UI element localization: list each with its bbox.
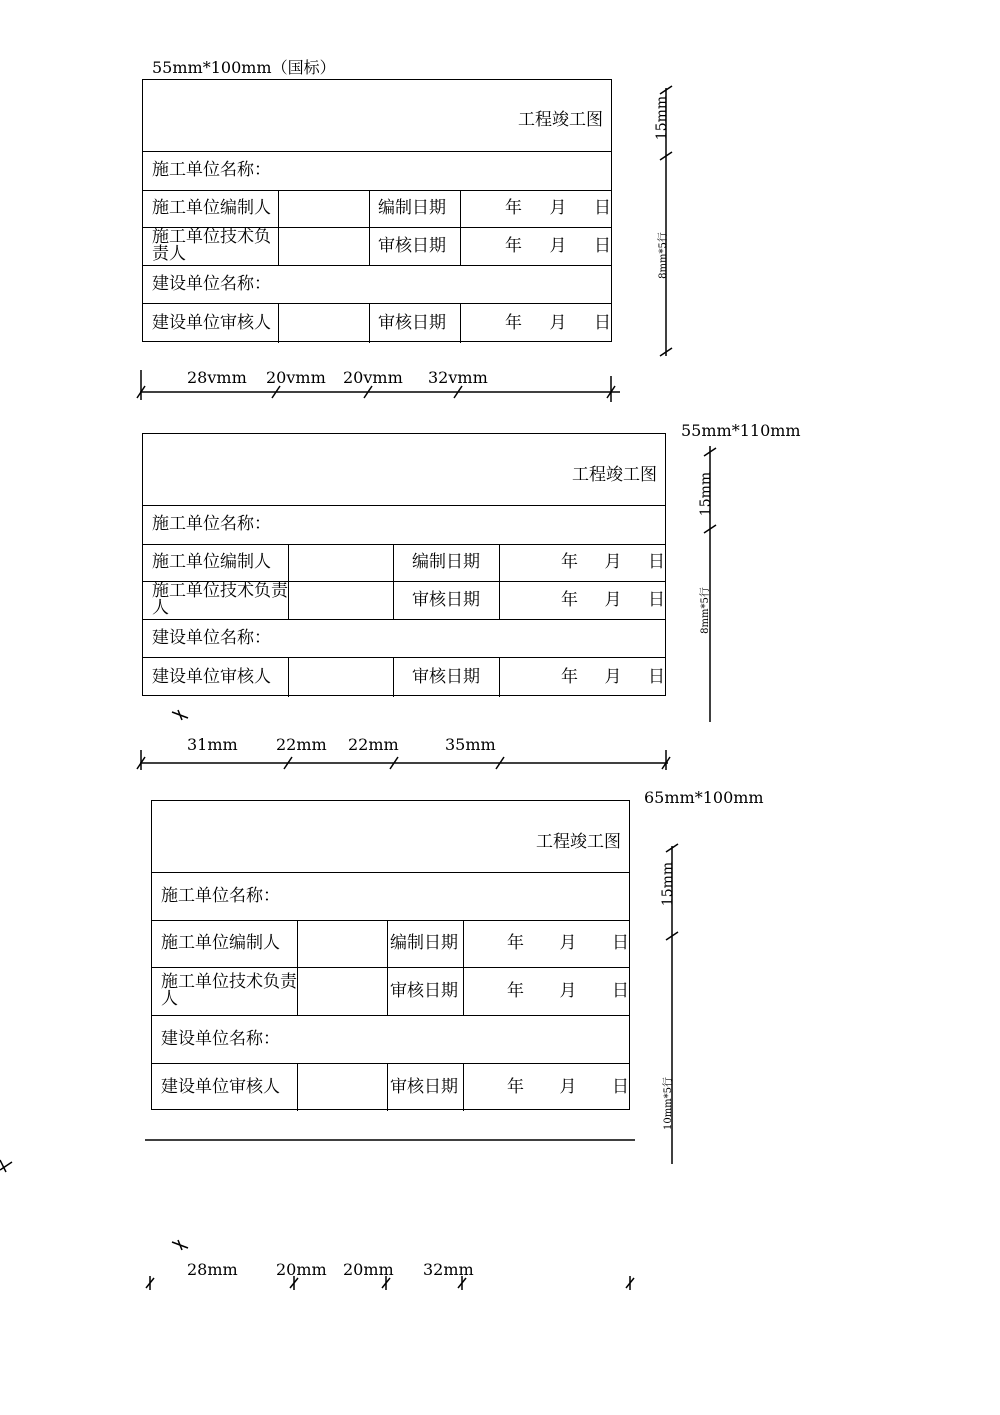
stamp-2-dim-header-height: 15mm	[698, 471, 715, 517]
stamp-1-compile-date-value: 年 月 日	[505, 198, 611, 218]
stamp-1-dim-col-1: 28vmm	[187, 368, 247, 387]
stamp-2-review-date-label: 审核日期	[412, 589, 480, 610]
stamp-3-dim-col-2: 20mm	[276, 1260, 327, 1279]
stamp-2-compile-date-value: 年 月 日	[561, 552, 665, 572]
stamp-3-tech-lead-label: 施工单位技术负责人	[161, 972, 297, 1009]
stamp-3-review-date-value: 年 月 日	[507, 980, 629, 1001]
stamp-1-title: 工程竣工图	[518, 110, 603, 130]
stamp-1-compile-date-label: 编制日期	[378, 198, 446, 218]
stamp-2-owner-reviewer-label: 建设单位审核人	[152, 666, 271, 687]
stamp-3-size-label: 65mm*100mm	[644, 788, 764, 807]
stamp-1-size-label: 55mm*100mm（国标）	[152, 58, 336, 77]
stamp-2-dim-col-2: 22mm	[276, 735, 327, 754]
stamp-2-owner-review-date-label: 审核日期	[412, 666, 480, 687]
stamp-2-title: 工程竣工图	[572, 465, 657, 485]
stamp-2-compile-date-label: 编制日期	[412, 552, 480, 572]
stamp-3-dim-header-height: 15mm	[660, 861, 677, 907]
stamp-1-dim-col-2: 20vmm	[266, 368, 326, 387]
stamp-1-owner-reviewer-label: 建设单位审核人	[152, 312, 271, 333]
stamp-1-review-date-value: 年 月 日	[505, 235, 611, 256]
stamp-3-dim-rows: 10mm*5行	[663, 1076, 675, 1131]
stamp-2-owner-name-label: 建设单位名称：	[152, 627, 271, 648]
stamp-2-size-label: 55mm*110mm	[681, 421, 801, 440]
stamp-2-dim-col-3: 22mm	[348, 735, 399, 754]
stamp-3-compile-date-value: 年 月 日	[507, 933, 629, 953]
stamp-3-dim-col-4: 32mm	[423, 1260, 474, 1279]
stamp-2-dim-col-4: 35mm	[445, 735, 496, 754]
stamp-1-owner-review-date-label: 审核日期	[378, 312, 446, 333]
stamp-1-dim-rows: 8mm*5行	[657, 232, 669, 279]
stamp-3-title: 工程竣工图	[536, 832, 621, 852]
stamp-1-dim-col-4: 32vmm	[428, 368, 488, 387]
stamp-2-owner-review-date-value: 年 月 日	[561, 666, 665, 687]
stamp-1-owner-name-label: 建设单位名称：	[152, 273, 271, 294]
stamp-2-compiler-label: 施工单位编制人	[152, 552, 271, 572]
stamp-3-owner-reviewer-label: 建设单位审核人	[161, 1076, 280, 1097]
stamp-2-dim-col-1: 31mm	[187, 735, 238, 754]
stamp-2-dim-rows: 8mm*5行	[699, 587, 711, 634]
stamp-3-review-date-label: 审核日期	[390, 980, 458, 1001]
stamp-1-compiler-label: 施工单位编制人	[152, 198, 271, 218]
stamp-1-review-date-label: 审核日期	[378, 235, 446, 256]
stamp-3-owner-name-label: 建设单位名称：	[161, 1028, 280, 1049]
stamp-2-builder-name-label: 施工单位名称：	[152, 514, 271, 534]
stamp-1-owner-review-date-value: 年 月 日	[505, 312, 611, 333]
stamp-3-owner-review-date-label: 审核日期	[390, 1076, 458, 1097]
stamp-3-builder-name-label: 施工单位名称：	[161, 885, 280, 906]
stamp-2-review-date-value: 年 月 日	[561, 589, 665, 610]
stamp-3-dim-col-1: 28mm	[187, 1260, 238, 1279]
stamp-3-compile-date-label: 编制日期	[390, 933, 458, 953]
stamp-1-dim-header-height: 15mm	[654, 95, 671, 141]
stamp-2-tech-lead-label: 施工单位技术负责人	[152, 581, 288, 618]
stamp-3-owner-review-date-value: 年 月 日	[507, 1076, 629, 1097]
stamp-1-dim-col-3: 20vmm	[343, 368, 403, 387]
stamp-3-compiler-label: 施工单位编制人	[161, 933, 280, 953]
stamp-3-dim-col-3: 20mm	[343, 1260, 394, 1279]
stamp-1-builder-name-label: 施工单位名称：	[152, 160, 271, 180]
stamp-1-tech-lead-label: 施工单位技术负责人	[152, 227, 271, 264]
